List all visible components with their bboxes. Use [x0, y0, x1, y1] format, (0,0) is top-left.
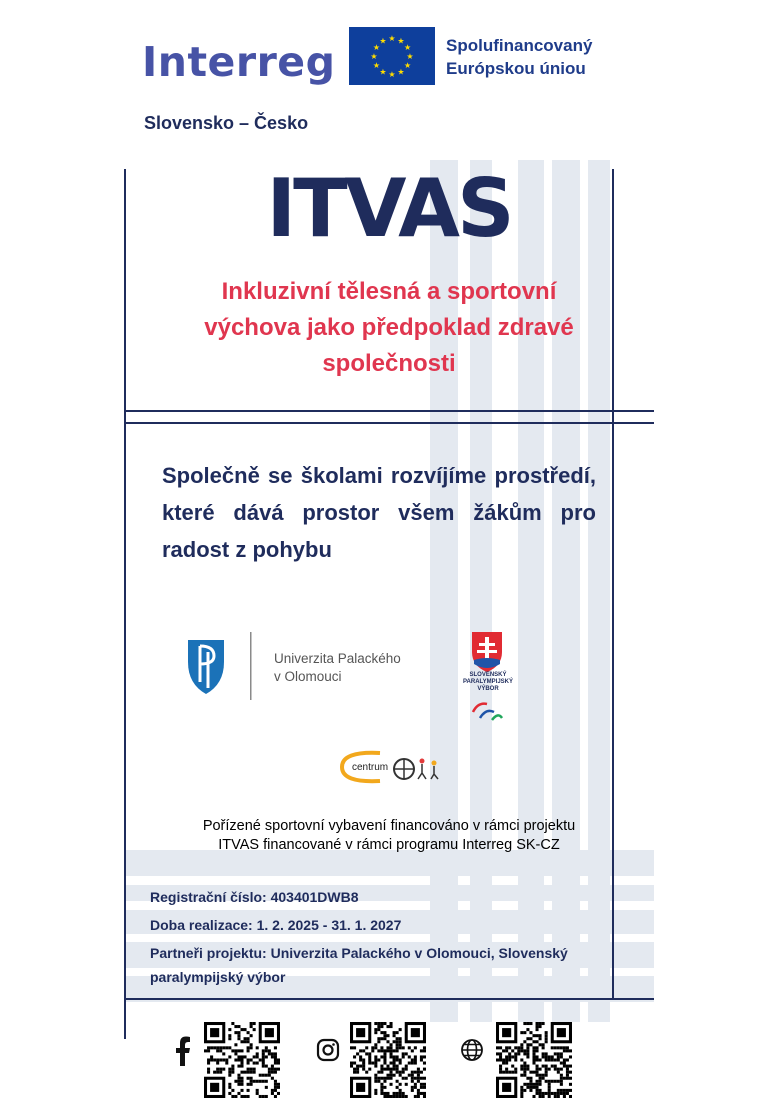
website-qr-code[interactable] — [496, 1022, 572, 1098]
realization-period: Doba realizace: 1. 2. 2025 - 31. 1. 2027 — [150, 917, 402, 933]
eu-line1: Spolufinancovaný — [446, 36, 593, 55]
poster — [124, 12, 654, 1106]
eu-star-icon: ★ — [379, 67, 387, 77]
spv-line3: VÝBOR — [477, 686, 499, 692]
subtitle-line2: výchova jako předpoklad zdravé — [204, 314, 574, 341]
eu-star-icon: ★ — [404, 61, 412, 70]
spv-line1: SLOVENSKÝ — [469, 672, 507, 678]
funding-line1: Pořízené sportovní vybavení financováno v rámci projektu — [202, 818, 576, 834]
centrum-label: centrum — [352, 762, 389, 773]
globe-icon[interactable] — [460, 1038, 484, 1062]
facebook-qr-code[interactable] — [204, 1022, 280, 1098]
project-partners-line1: Partneři projektu: Univerzita Palackého v Olomouci, Slovenský — [150, 945, 568, 961]
spv-label — [455, 672, 521, 693]
registration-number: Registrační číslo: 403401DWB8 — [150, 889, 359, 905]
eu-flag-icon — [349, 27, 435, 85]
project-title: ITVAS — [266, 162, 512, 255]
region-label: Slovensko – Česko — [144, 113, 309, 133]
footer-divider — [124, 998, 654, 1000]
eu-star-icon: ★ — [388, 34, 396, 43]
divider-line — [124, 410, 654, 412]
univerzita-palackeho-label — [274, 650, 401, 686]
eu-star-icon: ★ — [397, 67, 405, 77]
project-subtitle — [164, 274, 614, 382]
funding-statement — [124, 817, 654, 855]
project-partners-line2: paralympijský výbor — [150, 969, 286, 985]
funding-line2: ITVAS financované v rámci programu Interreg SK-CZ — [218, 837, 560, 853]
frame-line-left — [124, 169, 126, 1039]
eu-star-icon: ★ — [406, 52, 414, 61]
facebook-icon[interactable] — [174, 1036, 192, 1066]
instagram-icon[interactable] — [316, 1038, 340, 1062]
project-tagline: Společně se školami rozvíjíme prostředí, které dává prostor všem žákům pro radost z pohybu — [162, 463, 596, 562]
up-line1: Univerzita Palackého — [274, 651, 401, 666]
divider-line — [124, 422, 654, 424]
centrum-logo-icon — [334, 749, 444, 785]
up-line2: v Olomouci — [274, 669, 342, 684]
eu-line2: Európskou úniou — [446, 59, 586, 78]
subtitle-line1: Inkluzivní tělesná a sportovní — [221, 278, 557, 305]
eu-star-icon: ★ — [372, 43, 380, 52]
eu-star-icon: ★ — [379, 36, 387, 46]
instagram-qr-code[interactable] — [350, 1022, 426, 1098]
spv-line2: PARALYMPIJSKÝ — [462, 679, 513, 685]
interreg-logo-text: Interreg — [142, 38, 336, 86]
eu-star-icon: ★ — [372, 61, 380, 70]
eu-cofinanced-label — [446, 34, 592, 80]
eu-star-icon: ★ — [388, 70, 396, 79]
subtitle-line3: společnosti — [322, 350, 456, 377]
eu-star-icon: ★ — [370, 52, 378, 61]
eu-star-icon: ★ — [397, 36, 405, 46]
eu-star-icon: ★ — [404, 43, 412, 52]
